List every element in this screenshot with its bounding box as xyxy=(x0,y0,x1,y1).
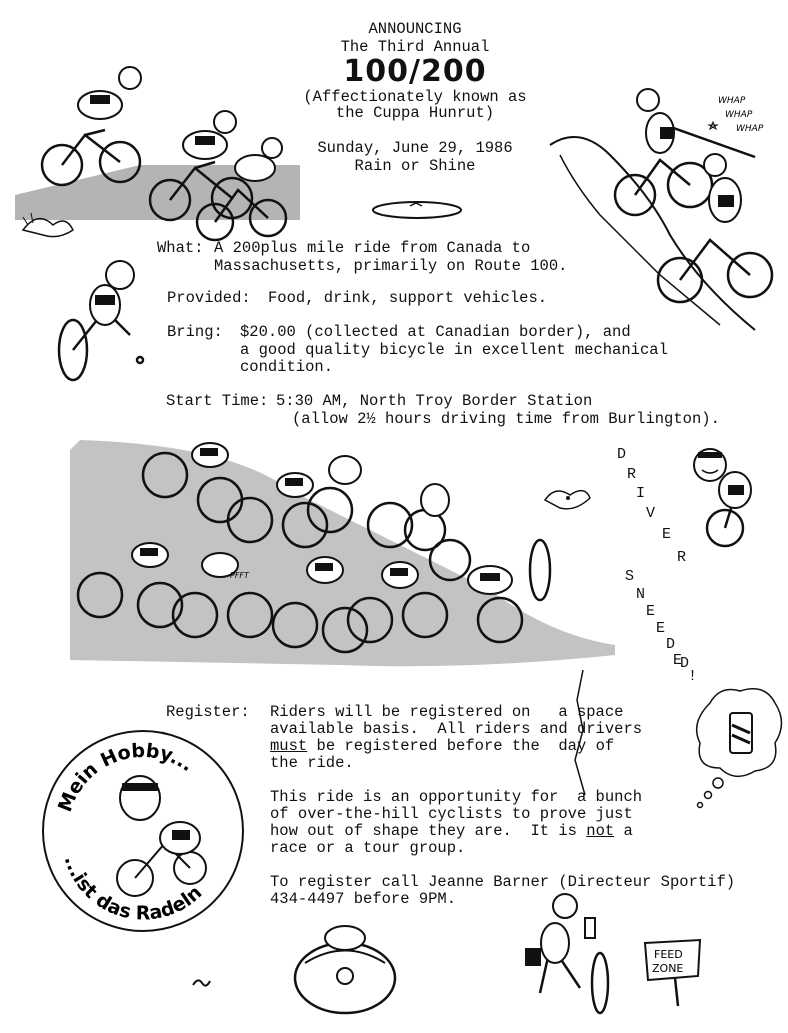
drivers-letter: V xyxy=(646,505,656,522)
drivers-letter: I xyxy=(636,485,646,502)
event-date: Sunday, June 29, 1986 xyxy=(317,139,513,157)
drivers-letter: S xyxy=(625,568,635,585)
must-emphasis: must xyxy=(270,737,308,755)
what-line-2: Massachusetts, primarily on Route 100. xyxy=(214,257,568,275)
badge-bottom-text: ...ist das Radeln xyxy=(59,853,207,925)
cliff-crack-line xyxy=(565,670,595,800)
peloton-illustration xyxy=(70,430,620,675)
small-scribble-icon xyxy=(190,975,214,991)
lone-cyclist-illustration xyxy=(45,240,145,385)
bring-line-3: condition. xyxy=(240,358,334,376)
register-label: Register: xyxy=(166,703,250,721)
announcing-line: ANNOUNCING xyxy=(368,20,462,38)
event-title: 100/200 xyxy=(343,54,487,89)
saddle-icon xyxy=(370,198,465,224)
bring-label: Bring: xyxy=(167,323,223,341)
top-right-whap-illustration xyxy=(540,85,780,335)
register-p1-line-2: available basis. All riders and drivers xyxy=(270,720,643,738)
register-p2-line-2: of over-the-hill cyclists to prove just xyxy=(270,805,633,823)
bottom-cyclist-over-bars-illustration xyxy=(290,918,400,1023)
drivers-letter: E xyxy=(656,620,666,637)
register-p2-line-4: race or a tour group. xyxy=(270,839,466,857)
badge-circle xyxy=(40,728,245,933)
start-label: Start Time: xyxy=(166,392,269,410)
whap-text: WHAP xyxy=(725,110,753,120)
register-p3-line-2: 434-4497 before 9PM. xyxy=(270,890,457,908)
bring-line-2: a good quality bicycle in excellent mechanical xyxy=(240,341,668,359)
what-label: What: xyxy=(157,239,204,257)
drivers-letter: N xyxy=(636,586,646,603)
feed-zone-text: ZONE xyxy=(652,962,684,975)
drivers-letter: D xyxy=(617,446,627,463)
whap-text: WHAP xyxy=(718,96,746,106)
register-p3-line-1: To register call Jeanne Barner (Directeur Sportif) xyxy=(270,873,736,891)
badge-top-text: Mein Hobby... xyxy=(53,739,198,815)
event-subtitle: The Third Annual xyxy=(340,38,490,56)
start-line-1: 5:30 AM, North Troy Border Station xyxy=(276,392,593,410)
nickname-line-1: (Affectionately known as xyxy=(303,88,527,106)
register-p2-line-1: This ride is an opportunity for a bunch xyxy=(270,788,643,806)
top-left-cyclists-illustration xyxy=(10,50,300,220)
what-line-1: A 200plus mile ride from Canada to xyxy=(214,239,531,257)
drivers-letter: D xyxy=(666,636,676,653)
drivers-letter: ! xyxy=(688,668,698,685)
whap-text: WHAP xyxy=(736,124,764,134)
thought-bubble-illustration xyxy=(690,683,785,813)
register-p1-line-1: Riders will be registered on a space xyxy=(270,703,624,721)
grinning-cyclist-illustration xyxy=(680,440,770,550)
register-p1-line-3: must be registered before the day of xyxy=(270,737,615,755)
provided-text: Food, drink, support vehicles. xyxy=(268,289,548,307)
bird-icon xyxy=(18,205,78,245)
weather-note: Rain or Shine xyxy=(354,157,476,175)
start-line-2: (allow 2½ hours driving time from Burlington). xyxy=(292,410,720,428)
nickname-line-2: the Cuppa Hunrut) xyxy=(335,104,495,122)
drivers-letter: R xyxy=(627,466,637,483)
flying-bird-icon xyxy=(540,480,595,520)
pfft-text: PFFT xyxy=(230,571,249,580)
feed-zone-sign-illustration xyxy=(640,938,710,1008)
drivers-letter: R xyxy=(677,549,687,566)
feed-zone-text: FEED xyxy=(654,948,683,961)
register-p2-line-3: how out of shape they are. It is not a xyxy=(270,822,633,840)
drivers-letter: E xyxy=(662,526,672,543)
drivers-letter: E xyxy=(646,603,656,620)
register-p1-line-4: the ride. xyxy=(270,754,354,772)
drivers-letter: D xyxy=(680,655,690,672)
not-emphasis: not xyxy=(586,822,615,840)
drivers-letter: E xyxy=(673,652,683,669)
provided-label: Provided: xyxy=(167,289,251,307)
bottom-running-cyclist-illustration xyxy=(510,888,620,1018)
bring-line-1: $20.00 (collected at Canadian border), and xyxy=(240,323,631,341)
